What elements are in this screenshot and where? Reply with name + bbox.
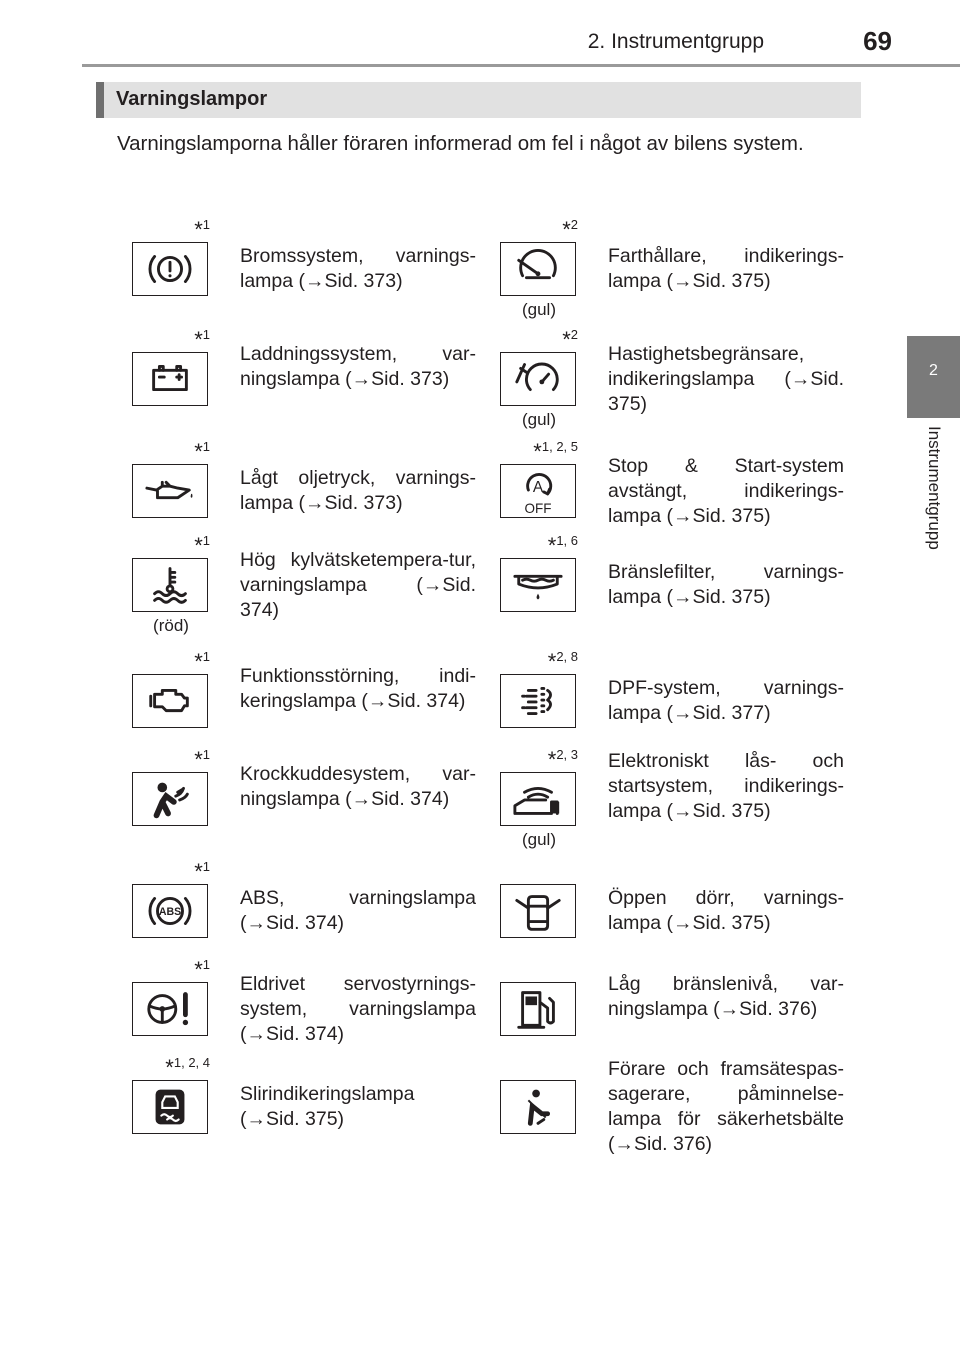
- lamp-description: Bränslefilter, varnings-lampa (→Sid. 375): [608, 561, 844, 608]
- lamp-description: Stop & Start-system avstängt, indikerings-lampa (→Sid. 375): [608, 454, 844, 527]
- engine-check-icon: [132, 674, 208, 728]
- lamp-entry: [132, 327, 482, 446]
- chapter-tab: 2: [907, 336, 960, 418]
- svg-text:OFF: OFF: [524, 501, 552, 517]
- footnote-ref: $*_1$: [194, 439, 210, 464]
- footnote-ref: $*_{1, 2, 4}$: [165, 1055, 210, 1080]
- section-title: Varningslampor: [116, 88, 268, 110]
- footnote-ref: $*_1$: [194, 533, 210, 558]
- lamp-description: Öppen dörr, varnings-lampa (→Sid. 375): [608, 887, 844, 934]
- footnote-ref: $*_{2, 3}$: [547, 747, 578, 772]
- lamp-description: Bromssystem, varnings-lampa (→Sid. 373): [240, 245, 476, 292]
- lamp-description: Eldrivet servostyrnings-system, varningslampa (→Sid. 374): [240, 972, 476, 1045]
- footnote-ref: $*_1$: [194, 957, 210, 982]
- lamp-description: Farthållare, indikerings-lampa (→Sid. 375): [608, 245, 844, 292]
- lamp-entry: [500, 217, 850, 336]
- footnote-ref: $*_1$: [194, 859, 210, 884]
- lamp-description: ABS, varningslampa (→Sid. 374): [240, 887, 476, 934]
- low-fuel-icon: [500, 982, 576, 1036]
- seatbelt-reminder-icon: [500, 1080, 576, 1134]
- speed-limiter-icon: [500, 352, 576, 406]
- footnote-ref: $*_{1, 2, 5}$: [533, 439, 578, 464]
- lamp-description: Slirindikeringslampa (→Sid. 375): [240, 1083, 415, 1130]
- lamp-entry: [132, 1055, 482, 1174]
- footnote-ref: $*_2$: [562, 327, 578, 352]
- lamp-description: DPF-system, varnings-lampa (→Sid. 377): [608, 677, 844, 724]
- lamp-color-caption: (gul): [521, 830, 556, 849]
- fuel-filter-icon: [500, 558, 576, 612]
- footnote-ref: $*_1$: [194, 649, 210, 674]
- lamp-description: Hög kylvätsketempera-tur, varningslampa (→Sid. 374): [240, 548, 476, 621]
- footnote-ref: $*_{2, 8}$: [547, 649, 578, 674]
- intro-paragraph: Varningslamporna håller föraren informerad om fel i något av bilens system.: [117, 132, 804, 155]
- lamp-description: Funktionsstörning, indi-keringslampa (→Sid. 374): [240, 664, 476, 712]
- lamp-color-caption: (röd): [153, 616, 189, 635]
- lamp-entry: [500, 1058, 850, 1174]
- lamp-description: Förare och framsätespas-sagerare, påminnelse-lampa för säkerhetsbälte (→Sid. 376): [608, 1058, 844, 1155]
- chapter-tab-label: Instrumentgrupp: [925, 426, 944, 550]
- brake-warning-icon: [132, 242, 208, 296]
- footnote-ref: $*_1$: [194, 747, 210, 772]
- lamp-entry: [132, 533, 482, 652]
- door-open-icon: [500, 884, 576, 938]
- lamp-description: Elektroniskt lås- och startsystem, indikerings-lampa (→Sid. 375): [608, 750, 844, 822]
- airbag-icon: [132, 772, 208, 826]
- lamp-entry: [132, 747, 482, 866]
- lamp-description: Låg bränslenivå, var-ningslampa (→Sid. 376): [608, 972, 844, 1020]
- page-number: 69: [863, 26, 892, 56]
- stop-start-off-icon: [500, 464, 576, 518]
- lamp-description: Hastighetsbegränsare, indikeringslampa (→Sid. 375): [608, 342, 844, 415]
- lamp-color-caption: (gul): [521, 300, 556, 319]
- lamp-entry: [500, 533, 850, 652]
- footnote-ref: $*_1$: [194, 217, 210, 242]
- footnote-ref: $*_1$: [194, 327, 210, 352]
- dpf-icon: [500, 674, 576, 728]
- lamp-color-caption: (gul): [521, 410, 556, 429]
- lamp-entry: [500, 747, 850, 866]
- lamp-description: Lågt oljetryck, varnings-lampa (→Sid. 373): [240, 467, 476, 514]
- svg-text:A: A: [532, 478, 544, 496]
- abs-icon: [132, 884, 208, 938]
- svg-text:ABS: ABS: [158, 905, 182, 918]
- lamp-description: Krockkuddesystem, var-ningslampa (→Sid. 374): [240, 762, 476, 810]
- cruise-control-icon: [500, 242, 576, 296]
- header-divider: [82, 64, 960, 67]
- section-header: [96, 82, 861, 118]
- chapter-title: 2. Instrumentgrupp: [587, 30, 764, 53]
- power-steering-icon: [132, 982, 208, 1036]
- oil-pressure-icon: [132, 464, 208, 518]
- lamp-description: Laddningssystem, var-ningslampa (→Sid. 373): [240, 342, 476, 390]
- smart-key-icon: [500, 772, 576, 826]
- lamp-entry: [500, 866, 850, 978]
- lamp-entry: [500, 327, 850, 446]
- lamp-entry: [132, 217, 482, 336]
- slip-indicator-icon: [132, 1080, 208, 1134]
- battery-charging-icon: [132, 352, 208, 406]
- footnote-ref: $*_{1, 6}$: [547, 533, 578, 558]
- coolant-temperature-icon: [132, 558, 208, 612]
- footnote-ref: $*_2$: [562, 217, 578, 242]
